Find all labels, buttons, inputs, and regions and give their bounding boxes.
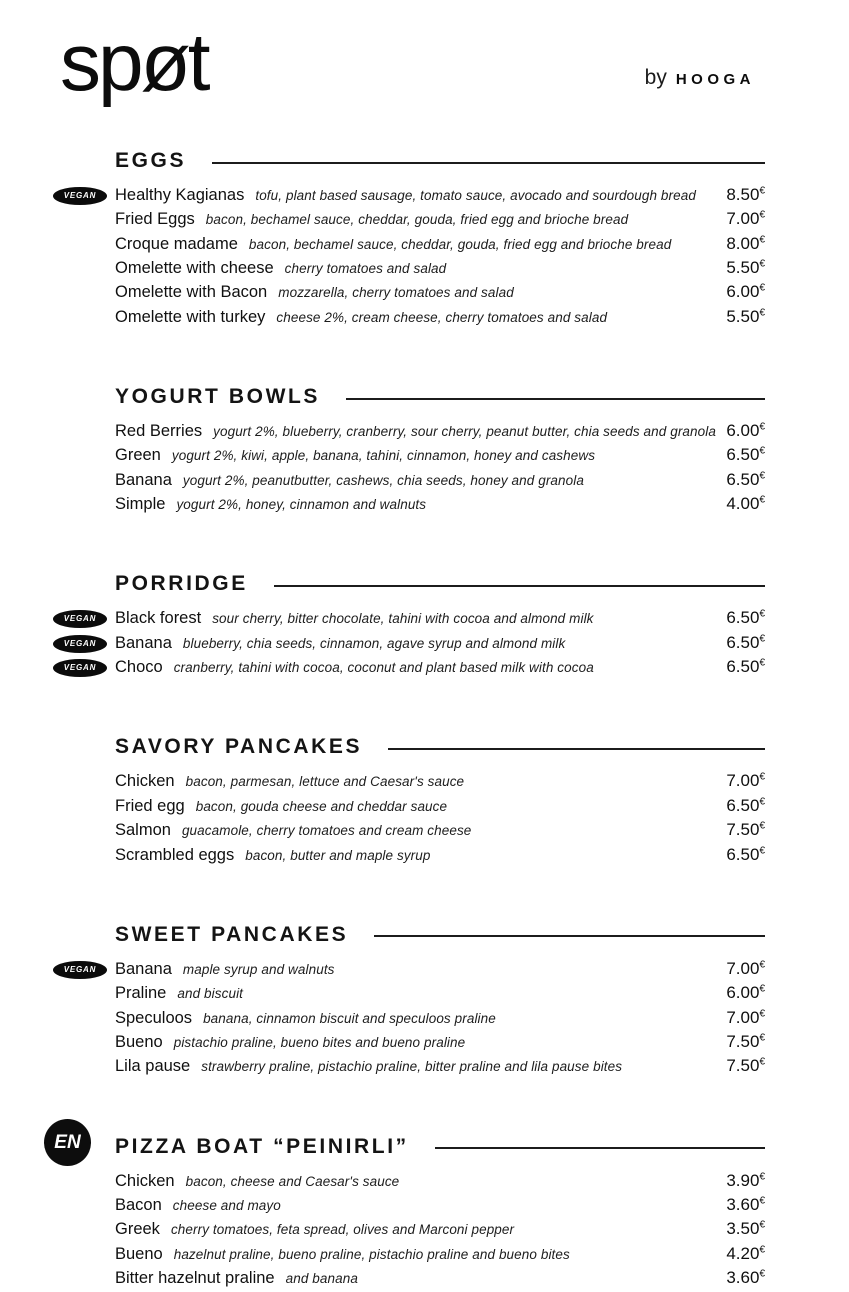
item-price — [726, 494, 765, 514]
price-value: 7.00 — [726, 209, 760, 229]
price-value: 6.50 — [726, 657, 760, 677]
item-description: hazelnut praline, bueno praline, pistachio praline and bueno bites — [173, 1246, 570, 1262]
item-name: Bitter hazelnut praline — [115, 1268, 275, 1287]
item-description: yogurt 2%, peanutbutter, cashews, chia seeds, honey and granola — [182, 472, 584, 488]
menu-item-row — [115, 258, 765, 282]
item-name: Healthy Kagianas — [115, 186, 245, 204]
section-header — [115, 734, 765, 760]
item-price — [726, 845, 765, 865]
section-title: PIZZA BOAT “PEINIRLI” — [115, 1134, 409, 1158]
section-items — [115, 1171, 765, 1292]
menu-item-row — [115, 421, 765, 445]
section-title: YOGURT BOWLS — [115, 385, 321, 409]
currency-symbol: € — [759, 185, 765, 197]
menu-section — [63, 148, 765, 331]
price-value: 8.00 — [726, 233, 760, 253]
item-name: Salmon — [115, 821, 171, 840]
item-name: Praline — [115, 984, 167, 1003]
item-price — [726, 209, 765, 229]
currency-symbol: € — [759, 445, 765, 457]
vegan-badge: VEGAN — [53, 961, 107, 979]
section-rule — [435, 1147, 765, 1149]
menu-item-row — [63, 632, 765, 657]
item-name: Chicken — [115, 1171, 175, 1190]
menu-item-row — [115, 1195, 765, 1219]
section-title: SWEET PANCAKES — [115, 922, 349, 946]
currency-symbol: € — [759, 959, 765, 971]
item-name: Choco — [115, 658, 163, 677]
item-description: guacamole, cherry tomatoes and cream cheese — [181, 823, 472, 839]
currency-symbol: € — [759, 983, 765, 995]
item-description: cheese and mayo — [172, 1197, 281, 1213]
item-price — [726, 1008, 765, 1028]
item-description: and biscuit — [177, 986, 244, 1002]
currency-symbol: € — [759, 771, 765, 783]
item-description: cherry tomatoes, feta spread, olives and Marconi pepper — [170, 1222, 515, 1238]
section-rule — [212, 162, 765, 164]
item-name: Croque madame — [115, 234, 238, 253]
item-name: Fried Eggs — [115, 210, 195, 229]
item-name: Bueno — [115, 1244, 163, 1263]
section-title: SAVORY PANCAKES — [115, 735, 363, 759]
currency-symbol: € — [759, 209, 765, 221]
item-description: strawberry praline, pistachio praline, bitter praline and lila pause bites — [201, 1059, 623, 1075]
item-price — [726, 633, 765, 653]
item-description: yogurt 2%, blueberry, cranberry, sour cherry, peanut butter, chia seeds and granola — [213, 424, 716, 440]
menu-item-row — [63, 657, 765, 681]
item-price — [726, 1195, 765, 1215]
vegan-badge: VEGAN — [53, 187, 107, 205]
price-value: 6.50 — [726, 445, 760, 465]
section-items — [63, 185, 765, 331]
item-description: yogurt 2%, kiwi, apple, banana, tahini, cinnamon, honey and cashews — [171, 448, 596, 464]
item-name: Green — [115, 446, 161, 465]
menu-item-row — [115, 983, 765, 1007]
menu-item-row — [115, 1056, 765, 1080]
menu-item-row — [115, 1032, 765, 1056]
item-name: Speculoos — [115, 1008, 193, 1027]
menu-section — [115, 734, 765, 868]
currency-symbol: € — [759, 1056, 765, 1068]
item-description: bacon, parmesan, lettuce and Caesar's sauce — [185, 774, 465, 790]
currency-symbol: € — [759, 470, 765, 482]
item-name: Bueno — [115, 1032, 163, 1051]
item-name: Banana — [115, 959, 172, 978]
item-name: Fried egg — [115, 796, 185, 815]
price-value: 6.50 — [726, 608, 760, 628]
menu-item-row — [115, 820, 765, 844]
item-description: bacon, gouda cheese and cheddar sauce — [195, 798, 448, 814]
currency-symbol: € — [759, 1195, 765, 1207]
byline-brand: HOOGA — [675, 71, 755, 88]
currency-symbol: € — [759, 234, 765, 246]
item-price — [726, 307, 765, 327]
item-description: cheese 2%, cream cheese, cherry tomatoes and salad — [276, 309, 608, 325]
currency-symbol: € — [759, 1170, 765, 1182]
item-name: Black forest — [115, 609, 202, 628]
price-value: 6.50 — [726, 469, 760, 489]
item-price — [726, 185, 765, 205]
item-name: Omelette with Bacon — [115, 283, 268, 302]
menu-item-row — [115, 445, 765, 469]
item-description: and banana — [285, 1270, 358, 1286]
price-value: 8.50 — [726, 185, 760, 204]
language-badge[interactable]: EN — [44, 1119, 91, 1166]
item-price — [726, 771, 765, 791]
item-price — [726, 657, 765, 677]
price-value: 7.50 — [726, 820, 760, 840]
item-description: yogurt 2%, honey, cinnamon and walnuts — [176, 497, 427, 513]
menu-item-row — [115, 307, 765, 331]
item-description: banana, cinnamon biscuit and speculoos praline — [203, 1010, 496, 1026]
item-price — [726, 1171, 765, 1191]
item-description: cranberry, tahini with cocoa, coconut and plant based milk with cocoa — [173, 660, 594, 676]
item-name: Chicken — [115, 772, 175, 791]
menu-item-row — [115, 234, 765, 258]
item-name: Red Berries — [115, 422, 203, 441]
brand-bar — [0, 17, 849, 140]
currency-symbol: € — [759, 820, 765, 832]
price-value: 7.50 — [726, 1031, 760, 1051]
section-items — [63, 958, 765, 1081]
item-description: bacon, cheese and Caesar's sauce — [185, 1173, 400, 1189]
item-price — [726, 820, 765, 840]
currency-symbol: € — [759, 1268, 765, 1280]
item-price — [726, 983, 765, 1003]
menu-item-row — [115, 1171, 765, 1195]
section-title: PORRIDGE — [115, 572, 248, 596]
item-description: sour cherry, bitter chocolate, tahini with cocoa and almond milk — [212, 611, 594, 627]
currency-symbol: € — [759, 844, 765, 856]
menu — [63, 148, 765, 1292]
section-rule — [388, 748, 765, 750]
price-value: 6.00 — [726, 421, 760, 441]
item-name: Omelette with turkey — [115, 307, 266, 326]
section-rule — [274, 585, 765, 587]
menu-item-row — [115, 1244, 765, 1268]
item-price — [726, 234, 765, 254]
price-value: 6.50 — [726, 632, 760, 652]
item-name: Bacon — [115, 1195, 162, 1214]
price-value: 6.00 — [726, 282, 760, 302]
price-value: 6.00 — [726, 983, 760, 1003]
item-description: bacon, butter and maple syrup — [245, 847, 431, 863]
price-value: 5.50 — [726, 306, 760, 326]
menu-section — [115, 1134, 765, 1292]
item-price — [726, 959, 765, 979]
item-description: pistachio praline, bueno bites and bueno praline — [173, 1034, 466, 1050]
item-description: cherry tomatoes and salad — [284, 261, 447, 277]
item-price — [726, 1032, 765, 1052]
item-name: Scrambled eggs — [115, 845, 235, 864]
item-name: Greek — [115, 1220, 160, 1239]
menu-item-row — [115, 796, 765, 820]
price-value: 4.20 — [726, 1243, 760, 1263]
price-value: 7.50 — [726, 1056, 760, 1076]
item-price — [726, 470, 765, 490]
vegan-badge: VEGAN — [53, 635, 107, 653]
menu-item-row — [115, 771, 765, 795]
menu-item-row — [115, 1008, 765, 1032]
item-description: bacon, bechamel sauce, cheddar, gouda, fried egg and brioche bread — [205, 212, 629, 228]
price-value: 6.50 — [726, 795, 760, 815]
item-description: tofu, plant based sausage, tomato sauce, avocado and sourdough bread — [255, 188, 696, 203]
menu-item-row — [63, 958, 765, 983]
currency-symbol: € — [759, 657, 765, 669]
menu-item-row — [115, 845, 765, 869]
price-value: 3.60 — [726, 1194, 760, 1214]
currency-symbol: € — [759, 608, 765, 620]
currency-symbol: € — [759, 307, 765, 319]
vegan-badge: VEGAN — [53, 610, 107, 628]
menu-item-row — [115, 1268, 765, 1292]
menu-item-row — [115, 282, 765, 306]
item-name: Simple — [115, 495, 166, 514]
item-price — [726, 421, 765, 441]
menu-section — [63, 922, 765, 1081]
menu-item-row — [115, 494, 765, 518]
price-value: 7.00 — [726, 771, 760, 791]
section-title: EGGS — [115, 149, 187, 172]
currency-symbol: € — [759, 633, 765, 645]
currency-symbol: € — [759, 1219, 765, 1231]
item-price — [726, 258, 765, 278]
section-header — [115, 571, 765, 597]
menu-item-row — [63, 185, 765, 209]
item-price — [726, 1268, 765, 1288]
currency-symbol: € — [759, 494, 765, 506]
currency-symbol: € — [759, 1243, 765, 1255]
section-items — [115, 771, 765, 868]
item-name: Banana — [115, 633, 172, 652]
item-price — [726, 1244, 765, 1264]
item-price — [726, 1056, 765, 1076]
byline — [645, 66, 755, 90]
currency-symbol: € — [759, 282, 765, 294]
item-description: maple syrup and walnuts — [182, 961, 335, 977]
section-header — [115, 1134, 765, 1160]
menu-section — [115, 384, 765, 518]
menu-item-row — [63, 608, 765, 632]
price-value: 5.50 — [726, 258, 760, 278]
currency-symbol: € — [759, 1032, 765, 1044]
menu-item-row — [115, 1219, 765, 1243]
restaurant-logo: spøt — [60, 17, 208, 108]
price-value: 6.50 — [726, 844, 760, 864]
section-rule — [346, 398, 765, 400]
currency-symbol: € — [759, 421, 765, 433]
vegan-badge: VEGAN — [53, 659, 107, 677]
price-value: 3.90 — [726, 1170, 760, 1190]
item-name: Lila pause — [115, 1057, 191, 1076]
item-description: blueberry, chia seeds, cinnamon, agave syrup and almond milk — [182, 635, 566, 651]
item-price — [726, 445, 765, 465]
item-name: Banana — [115, 470, 172, 489]
item-description: mozzarella, cherry tomatoes and salad — [278, 285, 514, 301]
item-price — [726, 1219, 765, 1239]
item-price — [726, 282, 765, 302]
currency-symbol: € — [759, 796, 765, 808]
section-items — [115, 421, 765, 518]
section-header — [115, 148, 765, 174]
menu-item-row — [115, 209, 765, 233]
menu-item-row — [115, 470, 765, 494]
item-price — [726, 608, 765, 628]
currency-symbol: € — [759, 1007, 765, 1019]
currency-symbol: € — [759, 258, 765, 270]
price-value: 3.60 — [726, 1267, 760, 1287]
item-name: Omelette with cheese — [115, 259, 274, 278]
price-value: 7.00 — [726, 958, 760, 978]
menu-section — [63, 571, 765, 681]
price-value: 4.00 — [726, 494, 760, 514]
section-header — [115, 922, 765, 948]
section-rule — [374, 935, 765, 937]
price-value: 7.00 — [726, 1007, 760, 1027]
item-price — [726, 796, 765, 816]
section-items — [63, 608, 765, 681]
price-value: 3.50 — [726, 1219, 760, 1239]
byline-prefix: by — [644, 66, 667, 89]
section-header — [115, 384, 765, 410]
item-description: bacon, bechamel sauce, cheddar, gouda, fried egg and brioche bread — [248, 236, 672, 252]
